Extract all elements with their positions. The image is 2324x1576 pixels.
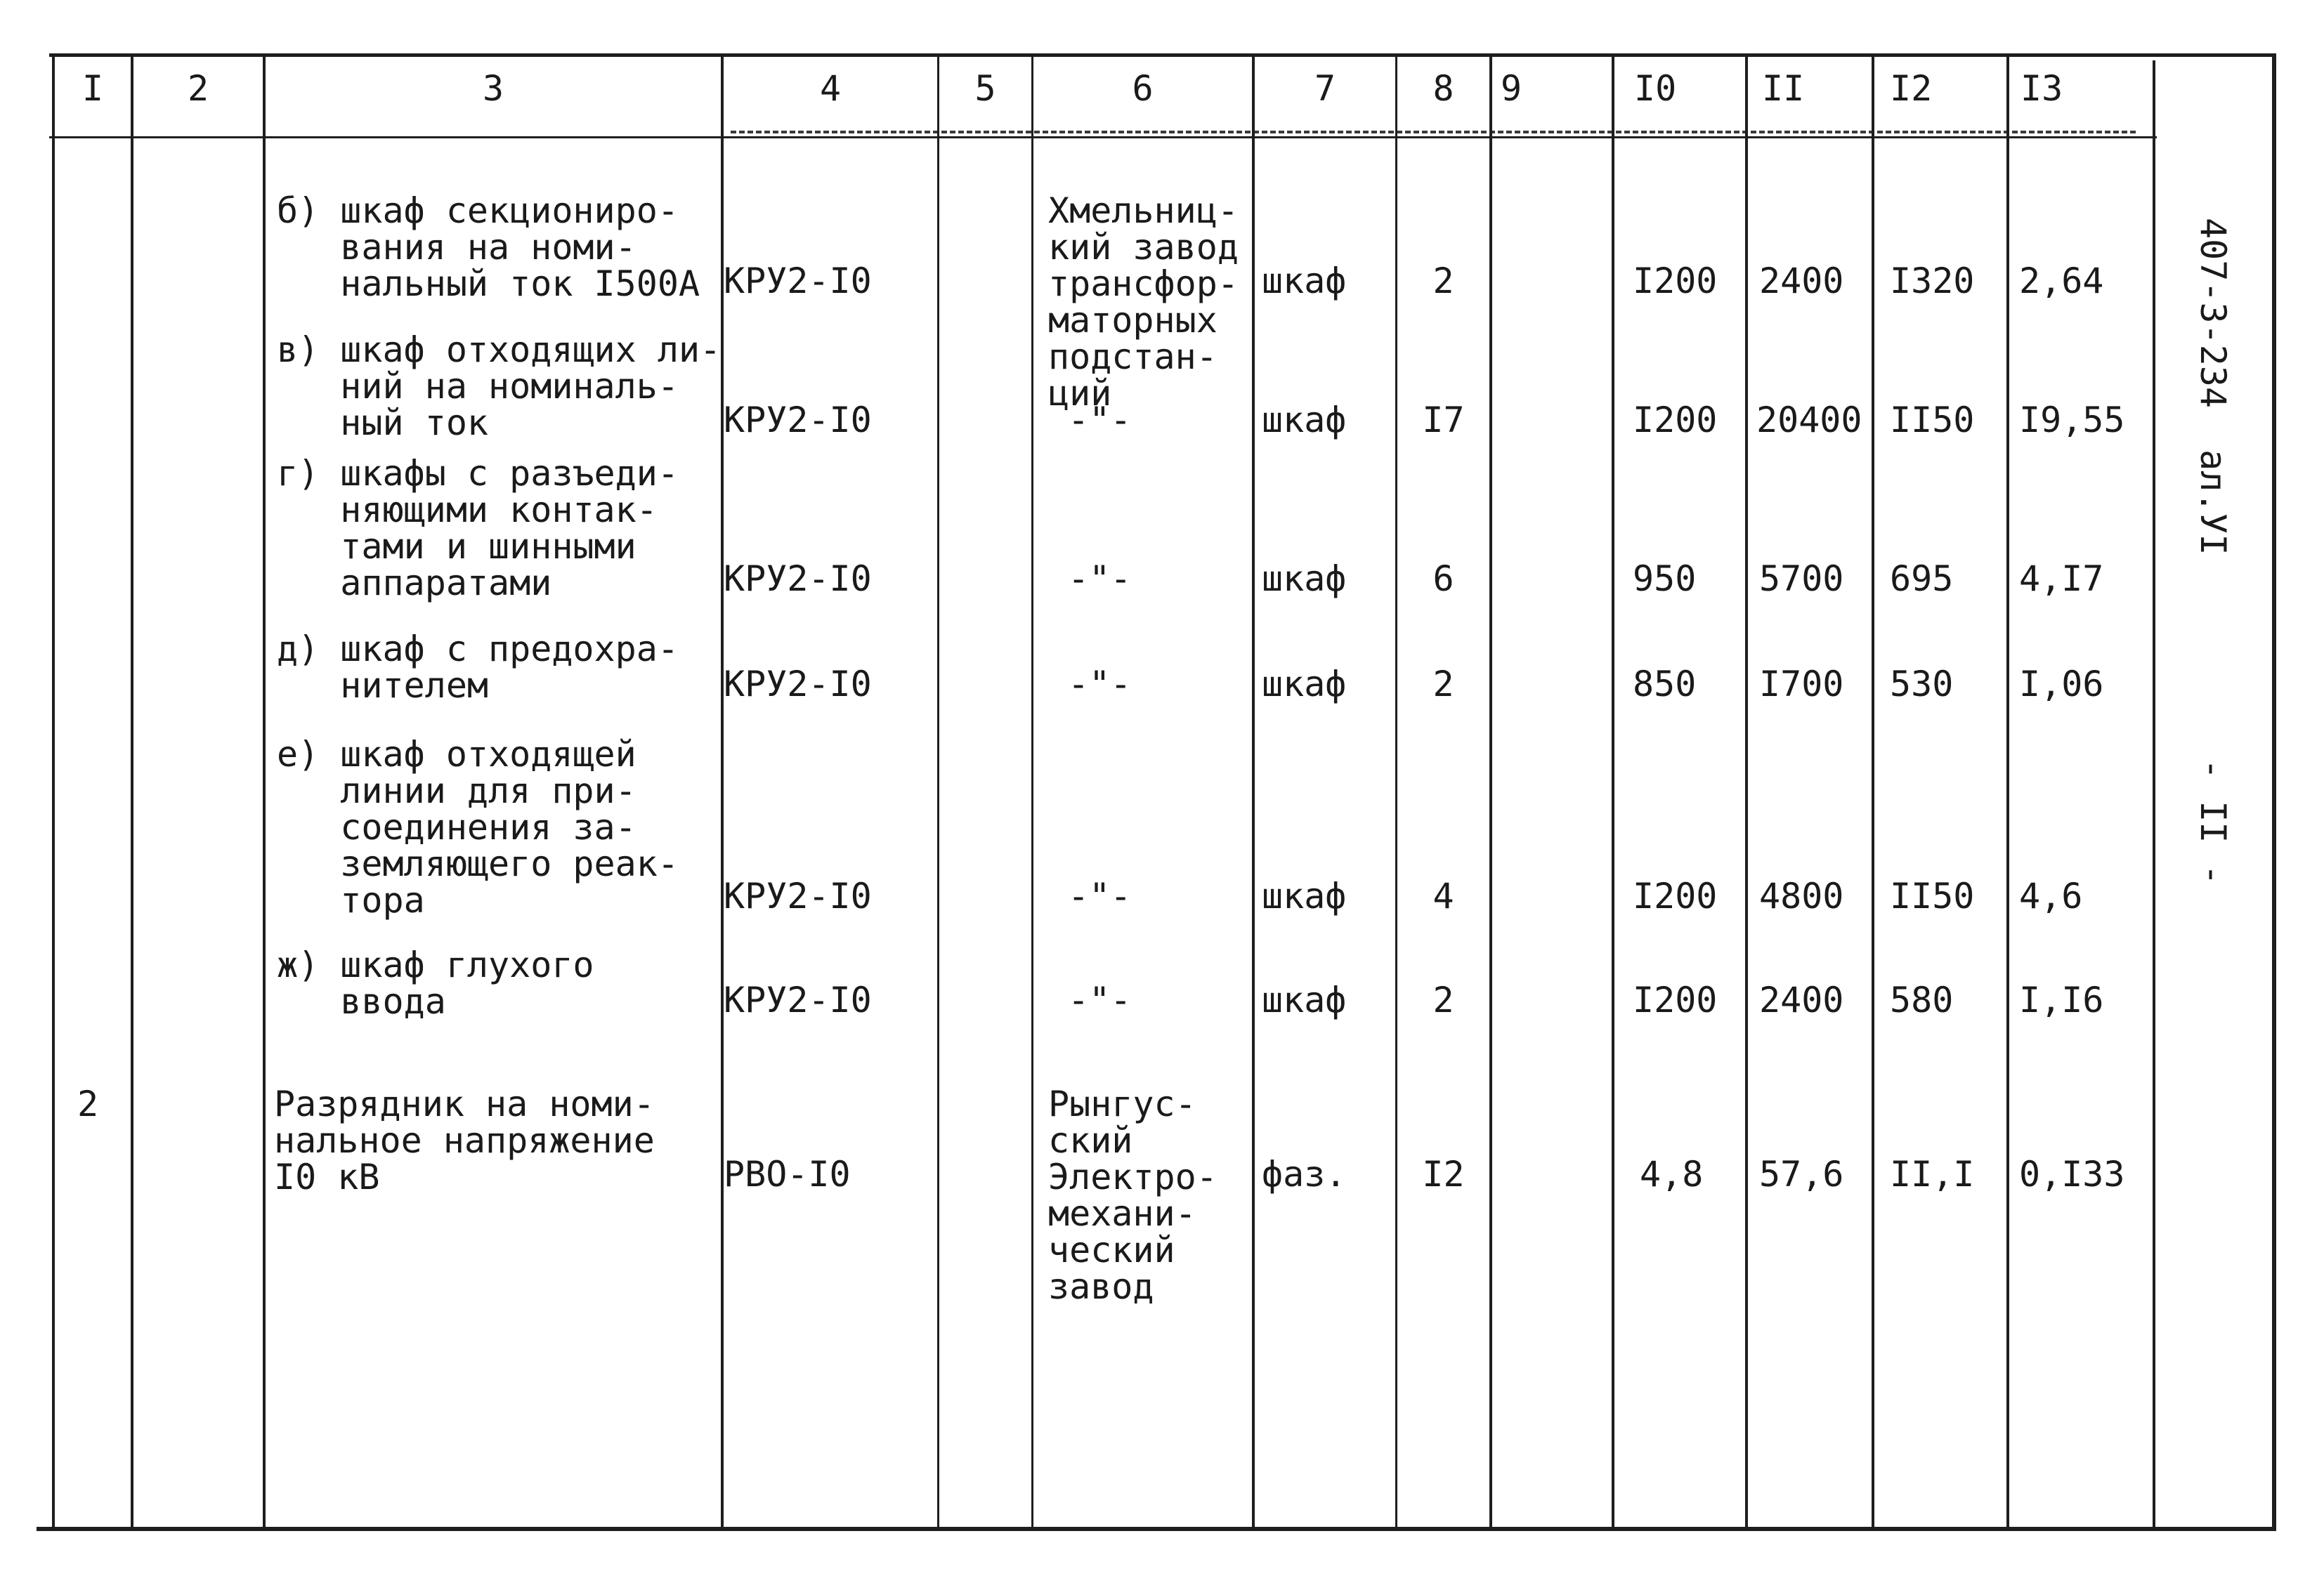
- value-col10: 850: [1633, 664, 1697, 704]
- value-col11: 4800: [1759, 876, 1844, 917]
- quantity: 2: [1432, 664, 1454, 704]
- column-header: 8: [1432, 68, 1454, 109]
- item-name: в) шкаф отходящих ли- ний на номиналь- ный ток: [277, 329, 722, 443]
- value-col12: II50: [1890, 400, 1975, 440]
- col-sep: [1745, 56, 1748, 1528]
- value-col12: I320: [1890, 261, 1975, 301]
- unit: шкаф: [1262, 664, 1347, 704]
- item-type: КРУ2-I0: [724, 400, 872, 440]
- value-col11: 57,6: [1759, 1154, 1844, 1195]
- value-col11: I700: [1759, 664, 1844, 704]
- col-sep: [1612, 56, 1614, 1528]
- item-name: е) шкаф отходящей линии для при- соединения за- земляющего реак- тора: [277, 734, 679, 921]
- column-header: II: [1762, 68, 1805, 109]
- right-border: [2272, 53, 2276, 1531]
- value-col10: 4,8: [1640, 1154, 1704, 1195]
- unit: шкаф: [1262, 980, 1347, 1020]
- item-name: г) шкафы с разъеди- няющими контак- тами и шинными аппаратами: [277, 453, 679, 603]
- column-header: I0: [1634, 68, 1677, 109]
- item-type: КРУ2-I0: [724, 980, 872, 1020]
- column-header: 9: [1501, 68, 1522, 109]
- value-col12: 530: [1890, 664, 1954, 704]
- stamp-column-border: [2153, 60, 2155, 1530]
- unit: шкаф: [1262, 558, 1347, 599]
- unit: фаз.: [1262, 1154, 1347, 1195]
- column-header: I2: [1890, 68, 1933, 109]
- quantity: I7: [1422, 400, 1465, 440]
- col-sep: [1031, 56, 1033, 1528]
- col-sep: [1872, 56, 1874, 1528]
- quantity: 2: [1432, 980, 1454, 1020]
- manufacturer-ditto: -"-: [1068, 400, 1132, 440]
- value-col10: I200: [1633, 400, 1718, 440]
- item-name: б) шкаф секциониро- вания на номи- нальный ток I500А: [277, 190, 700, 304]
- col-sep: [1252, 56, 1255, 1528]
- column-header: 6: [1132, 68, 1154, 109]
- value-col12: II50: [1890, 876, 1975, 917]
- value-col12: 695: [1890, 558, 1954, 599]
- item-type: КРУ2-I0: [724, 558, 872, 599]
- value-col13: 0,I33: [2019, 1154, 2125, 1195]
- value-col11: 2400: [1759, 261, 1844, 301]
- item-type: КРУ2-I0: [724, 876, 872, 917]
- quantity: 2: [1432, 261, 1454, 301]
- col-sep: [2006, 56, 2009, 1528]
- manufacturer-ditto: -"-: [1068, 664, 1132, 704]
- value-col11: 20400: [1756, 400, 1862, 440]
- column-header: 4: [819, 68, 842, 109]
- column-header: 3: [482, 68, 504, 109]
- item-type: КРУ2-I0: [724, 664, 872, 704]
- unit: шкаф: [1262, 261, 1347, 301]
- page-number: - II -: [2193, 759, 2233, 886]
- quantity: I2: [1422, 1154, 1465, 1195]
- column-header: 5: [974, 68, 996, 109]
- col-sep: [1489, 56, 1492, 1528]
- col-sep: [263, 56, 266, 1528]
- column-header: I3: [2021, 68, 2063, 109]
- item-type: РВО-I0: [724, 1154, 851, 1195]
- column-header: I: [81, 68, 104, 109]
- column-header: 7: [1314, 68, 1336, 109]
- table-bottom-border: [37, 1527, 2275, 1531]
- value-col10: I200: [1633, 876, 1718, 917]
- manufacturer: Рынгус- ский Электро- механи- ческий завод: [1048, 1084, 1218, 1307]
- value-col10: I200: [1633, 980, 1718, 1020]
- col-sep: [937, 56, 939, 1528]
- item-type: КРУ2-I0: [724, 261, 872, 301]
- header-dashed-rule: [731, 131, 2136, 133]
- value-col11: 2400: [1759, 980, 1844, 1020]
- value-col13: 4,I7: [2019, 558, 2104, 599]
- item-name: д) шкаф с предохра- нителем: [277, 629, 679, 706]
- header-rule: [49, 136, 2157, 138]
- item-name: Разрядник на номи- нальное напряжение I0 кВ: [274, 1084, 655, 1197]
- value-col11: 5700: [1759, 558, 1844, 599]
- value-col13: 2,64: [2019, 261, 2104, 301]
- value-col13: I,I6: [2019, 980, 2104, 1020]
- manufacturer-ditto: -"-: [1068, 876, 1132, 917]
- quantity: 6: [1432, 558, 1454, 599]
- album-label: ал.УI: [2193, 449, 2233, 556]
- manufacturer-ditto: -"-: [1068, 558, 1132, 599]
- quantity: 4: [1432, 876, 1454, 917]
- value-col12: II,I: [1890, 1154, 1975, 1195]
- value-col13: 4,6: [2019, 876, 2083, 917]
- document-code: 407-3-234: [2193, 218, 2233, 408]
- value-col13: I9,55: [2019, 400, 2125, 440]
- col-sep: [131, 56, 133, 1528]
- manufacturer-ditto: -"-: [1068, 980, 1132, 1020]
- col-sep: [52, 56, 55, 1528]
- column-header: 2: [187, 68, 209, 109]
- table-top-border: [49, 53, 2275, 57]
- unit: шкаф: [1262, 876, 1347, 917]
- value-col13: I,06: [2019, 664, 2104, 704]
- value-col10: I200: [1633, 261, 1718, 301]
- manufacturer: Хмельниц- кий завод трансфор- маторных подстан- ций: [1048, 190, 1239, 414]
- value-col12: 580: [1890, 980, 1954, 1020]
- value-col10: 950: [1633, 558, 1697, 599]
- item-name: ж) шкаф глухого ввода: [277, 945, 594, 1022]
- unit: шкаф: [1262, 400, 1347, 440]
- row-number: 2: [77, 1084, 99, 1124]
